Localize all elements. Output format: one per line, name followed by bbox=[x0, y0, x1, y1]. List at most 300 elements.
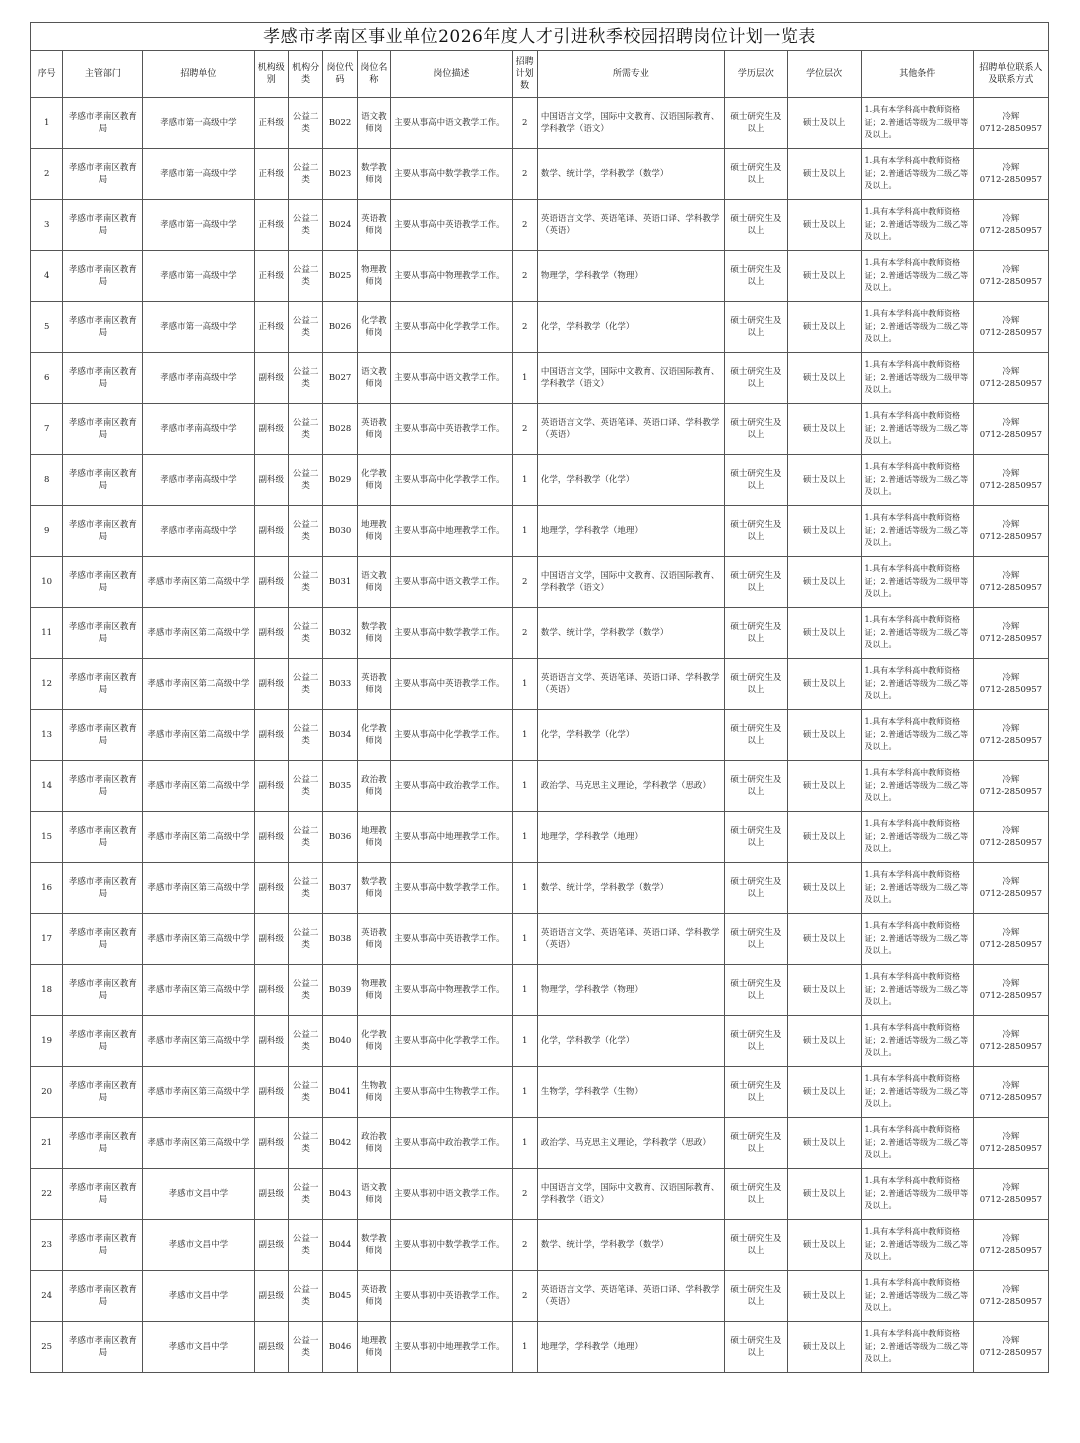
cell-category: 公益二类 bbox=[288, 1016, 322, 1067]
table-row bbox=[31, 1271, 1049, 1322]
column-header-dept: 主管部门 bbox=[63, 51, 143, 98]
cell-contact bbox=[973, 251, 1048, 302]
cell-major: 化学，学科教学（化学） bbox=[537, 302, 724, 353]
cell-desc: 主要从事高中英语教学工作。 bbox=[391, 914, 512, 965]
cell-dept: 孝感市孝南区教育局 bbox=[63, 1322, 143, 1373]
cell-dept: 孝感市孝南区教育局 bbox=[63, 455, 143, 506]
cell-contact bbox=[973, 353, 1048, 404]
cell-contact bbox=[973, 812, 1048, 863]
contact-phone: 0712-2850957 bbox=[979, 991, 1043, 1001]
cell-edu: 硕士研究生及以上 bbox=[724, 404, 787, 455]
contact-name: 冷辉 bbox=[1002, 775, 1020, 785]
cell-unit: 孝感市文昌中学 bbox=[143, 1169, 254, 1220]
cell-plan: 1 bbox=[512, 1067, 537, 1118]
cell-other: 1.具有本学科高中教师资格证；2.普通话等级为二级乙等及以上。 bbox=[861, 812, 973, 863]
cell-category: 公益二类 bbox=[288, 251, 322, 302]
cell-edu: 硕士研究生及以上 bbox=[724, 1067, 787, 1118]
column-header-plan: 招聘计划数 bbox=[512, 51, 537, 98]
column-header-degree: 学位层次 bbox=[787, 51, 861, 98]
column-header-unit: 招聘单位 bbox=[143, 51, 254, 98]
cell-degree: 硕士及以上 bbox=[787, 149, 861, 200]
cell-level: 副县级 bbox=[254, 1322, 288, 1373]
cell-edu: 硕士研究生及以上 bbox=[724, 506, 787, 557]
cell-plan: 2 bbox=[512, 1169, 537, 1220]
cell-dept: 孝感市孝南区教育局 bbox=[63, 608, 143, 659]
cell-other: 1.具有本学科高中教师资格证；2.普通话等级为二级乙等及以上。 bbox=[861, 149, 973, 200]
cell-code: B037 bbox=[323, 863, 357, 914]
cell-plan: 2 bbox=[512, 1271, 537, 1322]
contact-name: 冷辉 bbox=[1002, 622, 1020, 632]
cell-desc: 主要从事高中数学教学工作。 bbox=[391, 149, 512, 200]
cell-major: 英语语言文学、英语笔译、英语口译、学科教学（英语） bbox=[537, 404, 724, 455]
recruitment-table bbox=[30, 22, 1049, 1373]
table-row bbox=[31, 1220, 1049, 1271]
cell-dept: 孝感市孝南区教育局 bbox=[63, 98, 143, 149]
cell-plan: 1 bbox=[512, 965, 537, 1016]
cell-edu: 硕士研究生及以上 bbox=[724, 1016, 787, 1067]
contact-phone: 0712-2850957 bbox=[979, 736, 1043, 746]
cell-desc: 主要从事高中语文教学工作。 bbox=[391, 98, 512, 149]
cell-major: 政治学、马克思主义理论，学科教学（思政） bbox=[537, 761, 724, 812]
cell-code: B034 bbox=[323, 710, 357, 761]
cell-unit: 孝感市第一高级中学 bbox=[143, 200, 254, 251]
cell-no: 18 bbox=[31, 965, 63, 1016]
page-title: 孝感市孝南区事业单位2026年度人才引进秋季校园招聘岗位计划一览表 bbox=[31, 23, 1049, 51]
cell-code: B039 bbox=[323, 965, 357, 1016]
cell-code: B043 bbox=[323, 1169, 357, 1220]
cell-edu: 硕士研究生及以上 bbox=[724, 659, 787, 710]
cell-unit: 孝感市孝南区第二高级中学 bbox=[143, 557, 254, 608]
cell-degree: 硕士及以上 bbox=[787, 251, 861, 302]
cell-category: 公益二类 bbox=[288, 404, 322, 455]
cell-unit: 孝感市孝南区第三高级中学 bbox=[143, 1067, 254, 1118]
contact-name: 冷辉 bbox=[1002, 826, 1020, 836]
cell-unit: 孝感市孝南区第二高级中学 bbox=[143, 761, 254, 812]
cell-degree: 硕士及以上 bbox=[787, 1322, 861, 1373]
cell-no: 5 bbox=[31, 302, 63, 353]
cell-post: 地理教师岗 bbox=[357, 1322, 390, 1373]
cell-edu: 硕士研究生及以上 bbox=[724, 302, 787, 353]
cell-contact bbox=[973, 1118, 1048, 1169]
cell-other: 1.具有本学科高中教师资格证；2.普通话等级为二级乙等及以上。 bbox=[861, 710, 973, 761]
cell-contact bbox=[973, 1220, 1048, 1271]
cell-desc: 主要从事高中化学教学工作。 bbox=[391, 1016, 512, 1067]
table-row bbox=[31, 506, 1049, 557]
cell-code: B033 bbox=[323, 659, 357, 710]
table-row bbox=[31, 251, 1049, 302]
cell-level: 正科级 bbox=[254, 149, 288, 200]
table-row bbox=[31, 404, 1049, 455]
cell-post: 语文教师岗 bbox=[357, 353, 390, 404]
cell-level: 正科级 bbox=[254, 200, 288, 251]
cell-level: 副科级 bbox=[254, 1067, 288, 1118]
table-row bbox=[31, 812, 1049, 863]
contact-phone: 0712-2850957 bbox=[979, 277, 1043, 287]
cell-category: 公益二类 bbox=[288, 1118, 322, 1169]
cell-other: 1.具有本学科高中教师资格证；2.普通话等级为二级乙等及以上。 bbox=[861, 455, 973, 506]
cell-edu: 硕士研究生及以上 bbox=[724, 710, 787, 761]
cell-post: 数学教师岗 bbox=[357, 1220, 390, 1271]
cell-edu: 硕士研究生及以上 bbox=[724, 761, 787, 812]
cell-other: 1.具有本学科高中教师资格证；2.普通话等级为二级乙等及以上。 bbox=[861, 200, 973, 251]
cell-major: 物理学，学科教学（物理） bbox=[537, 251, 724, 302]
cell-post: 数学教师岗 bbox=[357, 863, 390, 914]
cell-edu: 硕士研究生及以上 bbox=[724, 965, 787, 1016]
cell-plan: 2 bbox=[512, 557, 537, 608]
cell-contact bbox=[973, 98, 1048, 149]
cell-desc: 主要从事高中英语教学工作。 bbox=[391, 659, 512, 710]
cell-plan: 1 bbox=[512, 455, 537, 506]
cell-major: 英语语言文学、英语笔译、英语口译、学科教学（英语） bbox=[537, 659, 724, 710]
cell-contact bbox=[973, 1169, 1048, 1220]
cell-other: 1.具有本学科高中教师资格证；2.普通话等级为二级乙等及以上。 bbox=[861, 302, 973, 353]
cell-no: 15 bbox=[31, 812, 63, 863]
table-row bbox=[31, 302, 1049, 353]
cell-level: 副科级 bbox=[254, 1118, 288, 1169]
cell-other: 1.具有本学科高中教师资格证；2.普通话等级为二级乙等及以上。 bbox=[861, 761, 973, 812]
cell-code: B046 bbox=[323, 1322, 357, 1373]
cell-major: 数学、统计学，学科教学（数学） bbox=[537, 608, 724, 659]
cell-post: 生物教师岗 bbox=[357, 1067, 390, 1118]
cell-category: 公益二类 bbox=[288, 965, 322, 1016]
cell-post: 物理教师岗 bbox=[357, 251, 390, 302]
cell-dept: 孝感市孝南区教育局 bbox=[63, 302, 143, 353]
cell-other: 1.具有本学科高中教师资格证；2.普通话等级为二级乙等及以上。 bbox=[861, 1118, 973, 1169]
cell-level: 副科级 bbox=[254, 404, 288, 455]
contact-name: 冷辉 bbox=[1002, 1132, 1020, 1142]
cell-no: 8 bbox=[31, 455, 63, 506]
cell-no: 12 bbox=[31, 659, 63, 710]
contact-phone: 0712-2850957 bbox=[979, 226, 1043, 236]
cell-unit: 孝感市孝南高级中学 bbox=[143, 353, 254, 404]
cell-edu: 硕士研究生及以上 bbox=[724, 557, 787, 608]
cell-post: 化学教师岗 bbox=[357, 455, 390, 506]
cell-plan: 1 bbox=[512, 353, 537, 404]
cell-major: 数学、统计学，学科教学（数学） bbox=[537, 863, 724, 914]
cell-unit: 孝感市孝南区第二高级中学 bbox=[143, 608, 254, 659]
cell-dept: 孝感市孝南区教育局 bbox=[63, 1016, 143, 1067]
cell-other: 1.具有本学科高中教师资格证；2.普通话等级为二级乙等及以上。 bbox=[861, 1016, 973, 1067]
cell-degree: 硕士及以上 bbox=[787, 506, 861, 557]
cell-desc: 主要从事高中生物教学工作。 bbox=[391, 1067, 512, 1118]
cell-post: 数学教师岗 bbox=[357, 608, 390, 659]
cell-desc: 主要从事高中化学教学工作。 bbox=[391, 302, 512, 353]
cell-post: 政治教师岗 bbox=[357, 761, 390, 812]
table-row bbox=[31, 98, 1049, 149]
cell-unit: 孝感市文昌中学 bbox=[143, 1271, 254, 1322]
contact-phone: 0712-2850957 bbox=[979, 1144, 1043, 1154]
cell-major: 英语语言文学、英语笔译、英语口译、学科教学（英语） bbox=[537, 200, 724, 251]
contact-phone: 0712-2850957 bbox=[979, 532, 1043, 542]
cell-level: 副科级 bbox=[254, 1016, 288, 1067]
contact-name: 冷辉 bbox=[1002, 1285, 1020, 1295]
cell-level: 正科级 bbox=[254, 98, 288, 149]
cell-category: 公益二类 bbox=[288, 353, 322, 404]
cell-degree: 硕士及以上 bbox=[787, 302, 861, 353]
contact-name: 冷辉 bbox=[1002, 979, 1020, 989]
cell-no: 10 bbox=[31, 557, 63, 608]
contact-name: 冷辉 bbox=[1002, 265, 1020, 275]
cell-degree: 硕士及以上 bbox=[787, 455, 861, 506]
cell-contact bbox=[973, 557, 1048, 608]
cell-post: 英语教师岗 bbox=[357, 659, 390, 710]
cell-desc: 主要从事初中英语教学工作。 bbox=[391, 1271, 512, 1322]
cell-contact bbox=[973, 506, 1048, 557]
cell-edu: 硕士研究生及以上 bbox=[724, 455, 787, 506]
cell-category: 公益二类 bbox=[288, 761, 322, 812]
contact-name: 冷辉 bbox=[1002, 673, 1020, 683]
cell-category: 公益二类 bbox=[288, 200, 322, 251]
cell-degree: 硕士及以上 bbox=[787, 557, 861, 608]
contact-name: 冷辉 bbox=[1002, 316, 1020, 326]
cell-no: 13 bbox=[31, 710, 63, 761]
cell-desc: 主要从事初中地理教学工作。 bbox=[391, 1322, 512, 1373]
cell-contact bbox=[973, 200, 1048, 251]
cell-level: 副科级 bbox=[254, 659, 288, 710]
contact-phone: 0712-2850957 bbox=[979, 379, 1043, 389]
cell-code: B022 bbox=[323, 98, 357, 149]
cell-other: 1.具有本学科高中教师资格证；2.普通话等级为二级乙等及以上。 bbox=[861, 1220, 973, 1271]
contact-phone: 0712-2850957 bbox=[979, 328, 1043, 338]
table-row bbox=[31, 659, 1049, 710]
cell-unit: 孝感市孝南区第二高级中学 bbox=[143, 812, 254, 863]
table-row bbox=[31, 965, 1049, 1016]
cell-unit: 孝感市孝南区第二高级中学 bbox=[143, 659, 254, 710]
cell-contact bbox=[973, 914, 1048, 965]
contact-phone: 0712-2850957 bbox=[979, 124, 1043, 134]
cell-dept: 孝感市孝南区教育局 bbox=[63, 761, 143, 812]
cell-major: 英语语言文学、英语笔译、英语口译、学科教学（英语） bbox=[537, 1271, 724, 1322]
column-header-category: 机构分类 bbox=[288, 51, 322, 98]
cell-no: 21 bbox=[31, 1118, 63, 1169]
cell-plan: 2 bbox=[512, 251, 537, 302]
cell-edu: 硕士研究生及以上 bbox=[724, 200, 787, 251]
cell-degree: 硕士及以上 bbox=[787, 200, 861, 251]
contact-phone: 0712-2850957 bbox=[979, 1042, 1043, 1052]
cell-edu: 硕士研究生及以上 bbox=[724, 1322, 787, 1373]
cell-edu: 硕士研究生及以上 bbox=[724, 1271, 787, 1322]
cell-plan: 1 bbox=[512, 1118, 537, 1169]
cell-category: 公益二类 bbox=[288, 455, 322, 506]
cell-category: 公益一类 bbox=[288, 1169, 322, 1220]
cell-level: 副科级 bbox=[254, 608, 288, 659]
cell-degree: 硕士及以上 bbox=[787, 1118, 861, 1169]
contact-phone: 0712-2850957 bbox=[979, 1246, 1043, 1256]
cell-level: 副科级 bbox=[254, 965, 288, 1016]
cell-dept: 孝感市孝南区教育局 bbox=[63, 965, 143, 1016]
cell-post: 语文教师岗 bbox=[357, 98, 390, 149]
cell-unit: 孝感市孝南高级中学 bbox=[143, 455, 254, 506]
cell-unit: 孝感市第一高级中学 bbox=[143, 251, 254, 302]
cell-major: 数学、统计学，学科教学（数学） bbox=[537, 149, 724, 200]
contact-phone: 0712-2850957 bbox=[979, 1093, 1043, 1103]
cell-major: 政治学、马克思主义理论，学科教学（思政） bbox=[537, 1118, 724, 1169]
cell-code: B025 bbox=[323, 251, 357, 302]
cell-plan: 1 bbox=[512, 812, 537, 863]
cell-major: 化学，学科教学（化学） bbox=[537, 455, 724, 506]
cell-plan: 1 bbox=[512, 506, 537, 557]
cell-no: 6 bbox=[31, 353, 63, 404]
contact-name: 冷辉 bbox=[1002, 1234, 1020, 1244]
cell-major: 中国语言文学，国际中文教育、汉语国际教育、学科教学（语文） bbox=[537, 353, 724, 404]
contact-name: 冷辉 bbox=[1002, 367, 1020, 377]
cell-contact bbox=[973, 1322, 1048, 1373]
cell-code: B027 bbox=[323, 353, 357, 404]
table-row bbox=[31, 1016, 1049, 1067]
contact-phone: 0712-2850957 bbox=[979, 1348, 1043, 1358]
cell-no: 14 bbox=[31, 761, 63, 812]
cell-code: B032 bbox=[323, 608, 357, 659]
table-row bbox=[31, 761, 1049, 812]
contact-phone: 0712-2850957 bbox=[979, 1297, 1043, 1307]
cell-desc: 主要从事高中地理教学工作。 bbox=[391, 812, 512, 863]
contact-phone: 0712-2850957 bbox=[979, 787, 1043, 797]
cell-plan: 2 bbox=[512, 608, 537, 659]
contact-phone: 0712-2850957 bbox=[979, 889, 1043, 899]
cell-level: 副县级 bbox=[254, 1220, 288, 1271]
cell-desc: 主要从事高中英语教学工作。 bbox=[391, 200, 512, 251]
cell-major: 生物学，学科教学（生物） bbox=[537, 1067, 724, 1118]
contact-name: 冷辉 bbox=[1002, 112, 1020, 122]
cell-dept: 孝感市孝南区教育局 bbox=[63, 149, 143, 200]
cell-desc: 主要从事高中数学教学工作。 bbox=[391, 608, 512, 659]
cell-dept: 孝感市孝南区教育局 bbox=[63, 812, 143, 863]
cell-dept: 孝感市孝南区教育局 bbox=[63, 863, 143, 914]
cell-degree: 硕士及以上 bbox=[787, 353, 861, 404]
cell-code: B044 bbox=[323, 1220, 357, 1271]
cell-category: 公益二类 bbox=[288, 659, 322, 710]
cell-other: 1.具有本学科高中教师资格证；2.普通话等级为二级甲等及以上。 bbox=[861, 98, 973, 149]
cell-category: 公益二类 bbox=[288, 506, 322, 557]
cell-plan: 1 bbox=[512, 1322, 537, 1373]
cell-degree: 硕士及以上 bbox=[787, 1067, 861, 1118]
cell-major: 中国语言文学，国际中文教育、汉语国际教育、学科教学（语文） bbox=[537, 1169, 724, 1220]
cell-dept: 孝感市孝南区教育局 bbox=[63, 506, 143, 557]
cell-level: 副科级 bbox=[254, 863, 288, 914]
column-header-major: 所需专业 bbox=[537, 51, 724, 98]
cell-desc: 主要从事高中物理教学工作。 bbox=[391, 251, 512, 302]
cell-no: 20 bbox=[31, 1067, 63, 1118]
cell-plan: 1 bbox=[512, 863, 537, 914]
cell-dept: 孝感市孝南区教育局 bbox=[63, 1118, 143, 1169]
cell-code: B045 bbox=[323, 1271, 357, 1322]
cell-desc: 主要从事高中政治教学工作。 bbox=[391, 761, 512, 812]
contact-phone: 0712-2850957 bbox=[979, 175, 1043, 185]
cell-unit: 孝感市孝南区第三高级中学 bbox=[143, 914, 254, 965]
cell-post: 语文教师岗 bbox=[357, 557, 390, 608]
cell-other: 1.具有本学科高中教师资格证；2.普通话等级为二级乙等及以上。 bbox=[861, 659, 973, 710]
cell-unit: 孝感市孝南区第三高级中学 bbox=[143, 1118, 254, 1169]
cell-code: B028 bbox=[323, 404, 357, 455]
table-row bbox=[31, 1322, 1049, 1373]
cell-edu: 硕士研究生及以上 bbox=[724, 251, 787, 302]
cell-desc: 主要从事初中数学教学工作。 bbox=[391, 1220, 512, 1271]
cell-degree: 硕士及以上 bbox=[787, 1016, 861, 1067]
cell-level: 副科级 bbox=[254, 710, 288, 761]
cell-unit: 孝感市孝南区第三高级中学 bbox=[143, 965, 254, 1016]
contact-phone: 0712-2850957 bbox=[979, 838, 1043, 848]
cell-contact bbox=[973, 1067, 1048, 1118]
contact-name: 冷辉 bbox=[1002, 418, 1020, 428]
cell-other: 1.具有本学科高中教师资格证；2.普通话等级为二级乙等及以上。 bbox=[861, 404, 973, 455]
cell-edu: 硕士研究生及以上 bbox=[724, 1118, 787, 1169]
cell-code: B042 bbox=[323, 1118, 357, 1169]
cell-category: 公益一类 bbox=[288, 1271, 322, 1322]
cell-unit: 孝感市第一高级中学 bbox=[143, 149, 254, 200]
cell-edu: 硕士研究生及以上 bbox=[724, 812, 787, 863]
cell-plan: 2 bbox=[512, 149, 537, 200]
table-row bbox=[31, 710, 1049, 761]
contact-name: 冷辉 bbox=[1002, 163, 1020, 173]
cell-post: 化学教师岗 bbox=[357, 710, 390, 761]
cell-post: 数学教师岗 bbox=[357, 149, 390, 200]
cell-category: 公益二类 bbox=[288, 1067, 322, 1118]
cell-degree: 硕士及以上 bbox=[787, 659, 861, 710]
cell-category: 公益二类 bbox=[288, 98, 322, 149]
contact-name: 冷辉 bbox=[1002, 214, 1020, 224]
cell-level: 副科级 bbox=[254, 761, 288, 812]
cell-no: 24 bbox=[31, 1271, 63, 1322]
cell-post: 化学教师岗 bbox=[357, 302, 390, 353]
cell-level: 副科级 bbox=[254, 455, 288, 506]
table-row bbox=[31, 353, 1049, 404]
cell-degree: 硕士及以上 bbox=[787, 98, 861, 149]
cell-degree: 硕士及以上 bbox=[787, 710, 861, 761]
cell-no: 23 bbox=[31, 1220, 63, 1271]
cell-contact bbox=[973, 863, 1048, 914]
cell-other: 1.具有本学科高中教师资格证；2.普通话等级为二级乙等及以上。 bbox=[861, 965, 973, 1016]
cell-desc: 主要从事高中语文教学工作。 bbox=[391, 557, 512, 608]
cell-post: 地理教师岗 bbox=[357, 506, 390, 557]
cell-other: 1.具有本学科高中教师资格证；2.普通话等级为二级甲等及以上。 bbox=[861, 557, 973, 608]
table-row bbox=[31, 1118, 1049, 1169]
cell-desc: 主要从事高中物理教学工作。 bbox=[391, 965, 512, 1016]
contact-name: 冷辉 bbox=[1002, 928, 1020, 938]
cell-code: B035 bbox=[323, 761, 357, 812]
column-header-no: 序号 bbox=[31, 51, 63, 98]
cell-code: B031 bbox=[323, 557, 357, 608]
cell-no: 25 bbox=[31, 1322, 63, 1373]
table-row bbox=[31, 608, 1049, 659]
cell-category: 公益二类 bbox=[288, 710, 322, 761]
cell-contact bbox=[973, 302, 1048, 353]
cell-degree: 硕士及以上 bbox=[787, 761, 861, 812]
table-row bbox=[31, 1169, 1049, 1220]
cell-level: 正科级 bbox=[254, 251, 288, 302]
cell-unit: 孝感市孝南区第三高级中学 bbox=[143, 863, 254, 914]
contact-phone: 0712-2850957 bbox=[979, 940, 1043, 950]
cell-major: 中国语言文学，国际中文教育、汉语国际教育、学科教学（语文） bbox=[537, 98, 724, 149]
cell-code: B023 bbox=[323, 149, 357, 200]
cell-level: 副科级 bbox=[254, 557, 288, 608]
cell-desc: 主要从事高中政治教学工作。 bbox=[391, 1118, 512, 1169]
cell-plan: 1 bbox=[512, 1016, 537, 1067]
contact-name: 冷辉 bbox=[1002, 1081, 1020, 1091]
cell-post: 政治教师岗 bbox=[357, 1118, 390, 1169]
cell-unit: 孝感市孝南区第二高级中学 bbox=[143, 710, 254, 761]
cell-no: 16 bbox=[31, 863, 63, 914]
table-row bbox=[31, 149, 1049, 200]
contact-name: 冷辉 bbox=[1002, 571, 1020, 581]
cell-major: 地理学，学科教学（地理） bbox=[537, 1322, 724, 1373]
cell-level: 副科级 bbox=[254, 812, 288, 863]
cell-code: B026 bbox=[323, 302, 357, 353]
cell-edu: 硕士研究生及以上 bbox=[724, 608, 787, 659]
table-row bbox=[31, 914, 1049, 965]
cell-level: 副县级 bbox=[254, 1271, 288, 1322]
contact-name: 冷辉 bbox=[1002, 724, 1020, 734]
cell-major: 地理学，学科教学（地理） bbox=[537, 506, 724, 557]
